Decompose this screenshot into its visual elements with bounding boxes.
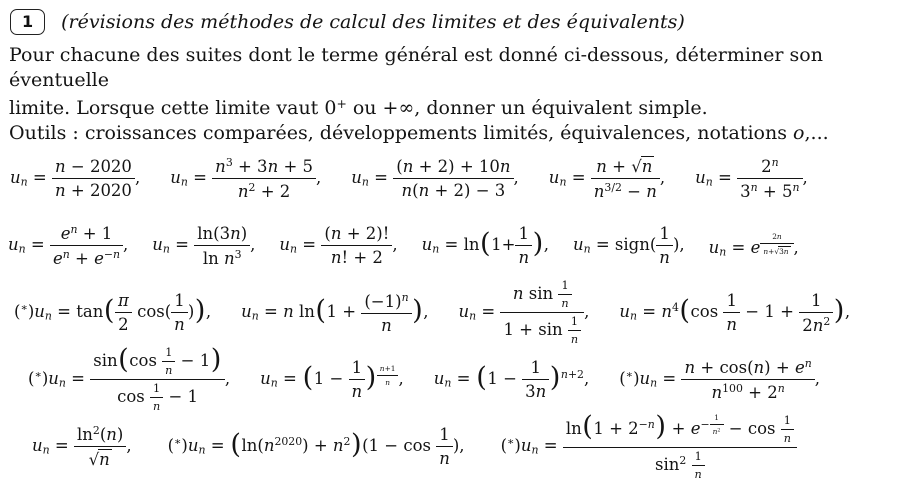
formula-18: un = (1 − $\frac{1}{3n}$ )$^{n+2}$, <box>433 358 590 402</box>
formula-8: un = $\frac{(n + 2)!}{n! + 2}$ , <box>279 224 398 268</box>
formula-2: un = $\frac{n^3 + 3n + 5}{n^2 + 2}$ , <box>170 156 322 202</box>
instruction-line-2 <box>9 92 890 121</box>
formula-7: un = $\frac{\ln(3n)}{\ln n^3}$ , <box>152 223 256 268</box>
formula-20: un = $\frac{\ln^2(n)}{√n}$ , <box>32 424 132 470</box>
formula-1: un = $\frac{n - 2020}{n + 2020}$ , <box>10 157 141 201</box>
exercise-subtitle: (révisions des méthodes de calcul des limites et des équivalents) <box>61 11 685 33</box>
formula-3: un = $\frac{(n + 2) + 10n}{n(n + 2) - 3}$ , <box>351 157 519 201</box>
formula-13: un = n ln(1 + $\frac{(-1)^n}{n}$ ), <box>241 290 429 335</box>
instructions <box>9 43 890 145</box>
exercise-header <box>10 9 890 35</box>
formula-11: un = e $^{\frac{2n}{n+√3n}}$ , <box>708 232 799 260</box>
instruction-line-2-rest: ou +∞, donner un équivalent simple. <box>346 97 708 120</box>
formula-17: un = (1 − $\frac{1}{n}$ ) $^{\frac{n+1}{n}}$ , <box>260 358 404 402</box>
instruction-line-1: Pour chacune des suites dont le terme général est donné ci-dessous, déterminer son éventuelle <box>9 44 823 91</box>
formula-19: (∗)un = $\frac{n + \cos(n) + e^n}{n^{100} + 2^n}$ , <box>619 357 820 403</box>
tools-ellipsis: ,... <box>804 121 829 144</box>
formula-row-3 <box>8 279 890 346</box>
zero-plus-superscript: + <box>336 97 347 111</box>
formula-15: un = $n^4(\cos$ $\frac{1}{n}$ − 1 + $\frac{1}{2n^2}$ ), <box>619 290 851 335</box>
formula-4: un = $\frac{n + √n}{n^{3/2} - n}$ , <box>548 157 666 202</box>
little-o-symbol: o <box>793 121 805 144</box>
instruction-line-3 <box>9 121 890 146</box>
formula-row-4 <box>8 343 890 414</box>
exercise-number-badge: 1 <box>10 9 45 35</box>
formula-10: un = sign( $\frac{1}{n}$ ), <box>572 224 685 268</box>
formula-16: (∗)un = sin(cos $\frac{1}{n}$ − 1) cos $\frac{1}{n}$ − 1 , <box>28 343 231 414</box>
formula-row-2 <box>8 212 890 279</box>
formula-22: (∗)un = $\ln(1 + 2^{-n}) + e^{- \frac{1}{n^2}}$ − cos $\frac{1}{n}$ $\sin^2$ $\frac{1}{n}$ <box>501 413 797 480</box>
formula-5: un = $\frac{2^n}{3^n + 5^n}$ , <box>695 156 808 202</box>
instruction-line-2-text: limite. Lorsque cette limite vaut 0 <box>9 97 337 120</box>
formula-row-5 <box>8 410 890 481</box>
formula-12: (∗)un = tan( $\frac{\pi}{2}$ cos( $\frac{1}{n}$ )), <box>14 291 212 335</box>
formula-6: un = $\frac{e^n + 1}{e^n + e^{-n}}$ , <box>8 223 129 269</box>
formula-14: un = n sin $\frac{1}{n}$ 1 + sin $\frac{1}{n}$ , <box>458 279 590 347</box>
tools-label: Outils : croissances comparées, développements limités, équivalences, notations <box>9 121 794 144</box>
formula-row-1 <box>8 145 890 212</box>
formula-21: $(^∗)un = (\ln(n^{2020}) + n^2)(1 - \cos$ $\frac{1}{n}$ ), <box>167 425 465 469</box>
formula-9: un = ln(1+ $\frac{1}{n}$ ), <box>421 224 549 268</box>
